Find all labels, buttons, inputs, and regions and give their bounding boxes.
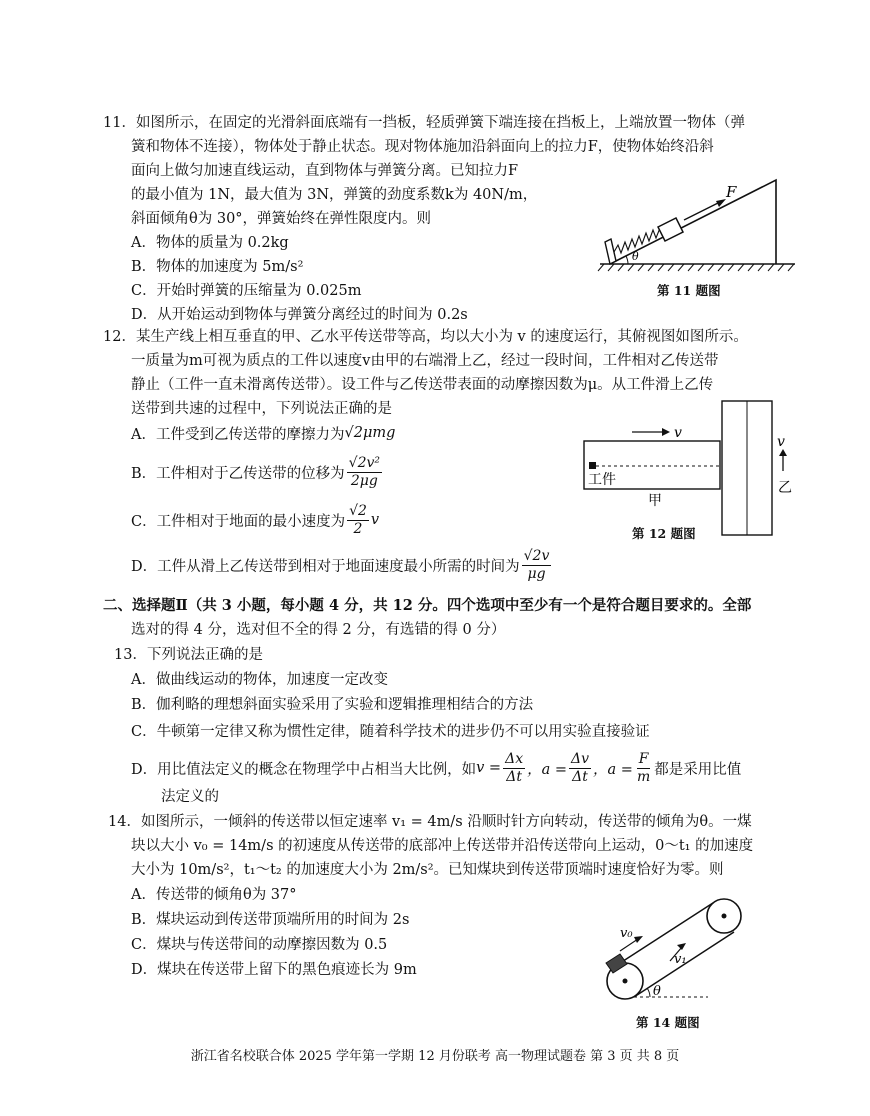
q13-option-d-fraction-2: [569, 751, 591, 786]
q12-option-a-expr: √2μmg: [344, 425, 396, 441]
q12-line-2: 一质量为m可视为质点的工件以速度v由甲的右端滑上乙，经过一段时间，工件相对乙传送带: [131, 353, 719, 369]
q12-line-3: 静止（工件一直未滑离传送带）。设工件与乙传送带表面的动摩擦因数为μ。从工件滑上乙传: [131, 377, 714, 393]
q13-option-d-line-2: 法定义的: [161, 789, 219, 805]
q12-option-c-numerator: √2: [349, 502, 367, 519]
q13-option-d-fraction-3-den: m: [636, 768, 651, 785]
q14-option-a: A．传送带的倾角θ为 37°: [131, 887, 297, 903]
q12-line-1: 12．某生产线上相互垂直的甲、乙水平传送带等高，均以大小为 v 的速度运行，其俯视图如图所示。: [103, 329, 748, 345]
q14-figure-caption: 第 14 题图: [636, 1015, 700, 1030]
q13-option-c: C．牛顿第一定律又称为惯性定律，随着科学技术的进步仍不可以用实验直接验证: [131, 724, 650, 740]
q12-option-d-text: D．工件从滑上乙传送带到相对于地面速度最小所需的时间为: [131, 558, 520, 575]
q12-option-a: [131, 422, 395, 444]
q13-option-d-a-eq-1: ，a =: [527, 761, 567, 778]
q14-line-1: 14．如图所示，一倾斜的传送带以恒定速率 v₁ = 4m/s 沿顺时针方向转动，传送带的倾角为θ。一煤: [108, 814, 752, 830]
page-footer: 浙江省名校联合体 2025 学年第一学期 12 月份联考 高一物理试题卷 第 3 页 共 8 页: [190, 1049, 680, 1064]
q12-figure-belt-yi-label: 乙: [778, 480, 792, 496]
q12-line-4: 送带到共速的过程中，下列说法正确的是: [131, 401, 392, 417]
q13-option-b: B．伽利略的理想斜面实验采用了实验和逻辑推理相结合的方法: [131, 697, 534, 713]
q11-option-a: A．物体的质量为 0.2kg: [131, 235, 289, 251]
q14-figure: [598, 895, 748, 1007]
q14-option-d: D．煤块在传送带上留下的黑色痕迹长为 9m: [131, 962, 417, 978]
q12-option-a-text: A．工件受到乙传送带的摩擦力为: [131, 426, 345, 443]
q13-option-d-a-eq-2: ，a =: [593, 761, 633, 778]
q12-figure-belt-yi-velocity: v: [777, 434, 785, 450]
q12-option-c-tail: v: [370, 512, 380, 528]
q11-line-4: 的最小值为 1N，最大值为 3N，弹簧的劲度系数k为 40N/m，: [131, 187, 538, 203]
q14-line-2: 块以大小 v₀ = 14m/s 的初速度从传送带的底部冲上传送带并沿传送带向上运动，0～t₁ 的加速度: [131, 838, 754, 854]
q12-option-d-fraction: [522, 548, 552, 583]
q13-option-d-fraction-2-den: Δt: [572, 768, 588, 785]
q12-option-d-numerator: √2v: [523, 547, 550, 564]
q13-option-d-fraction-1: [503, 751, 525, 786]
section-2-heading-line-2: 选对的得 4 分，选对但不全的得 2 分，有选错的得 0 分）: [131, 622, 506, 638]
q11-figure-force-label: F: [726, 183, 737, 201]
q12-option-b: [131, 452, 384, 492]
q12-option-c-text: C．工件相对于地面的最小速度为: [131, 513, 346, 530]
q11-option-d: D．从开始运动到物体与弹簧分离经过的时间为 0.2s: [131, 307, 468, 323]
q13-option-d-fraction-1-den: Δt: [506, 768, 522, 785]
q14-figure-v1-label: v₁: [674, 952, 687, 967]
q13-option-d-tail: 都是采用比值: [654, 761, 742, 778]
q11-line-5: 斜面倾角θ为 30°，弹簧始终在弹性限度内。则: [131, 211, 432, 227]
q12-option-b-fraction: [347, 455, 382, 490]
q11-line-3: 面向上做匀加速直线运动，直到物体与弹簧分离。已知拉力F: [131, 163, 519, 179]
q11-option-c: C．开始时弹簧的压缩量为 0.025m: [131, 283, 362, 299]
q13-option-d-v-eq: v =: [476, 760, 502, 776]
q12-option-b-numerator: √2v²: [348, 454, 381, 471]
q11-figure: [590, 172, 810, 277]
q12-option-c: [131, 500, 379, 540]
q12-option-d: [131, 545, 553, 585]
q13-option-d-fraction-1-num: Δx: [505, 750, 524, 767]
q13-option-a: A．做曲线运动的物体，加速度一定改变: [131, 672, 388, 688]
q12-option-b-denominator: 2μg: [350, 472, 378, 489]
q13-option-d-fraction-3-num: F: [638, 750, 649, 767]
q11-figure-angle-label: θ: [632, 250, 639, 263]
q12-figure: [580, 395, 810, 540]
q12-option-d-denominator: μg: [527, 565, 546, 582]
q13-option-d-fraction-3: [635, 751, 652, 786]
q12-figure-caption: 第 12 题图: [632, 526, 696, 541]
q14-line-3: 大小为 10m/s²，t₁～t₂ 的加速度大小为 2m/s²。已知煤块到传送带顶端时速度恰好为零。则: [131, 862, 724, 878]
q11-line-1: 11．如图所示，在固定的光滑斜面底端有一挡板，轻质弹簧下端连接在挡板上，上端放置一物体（弹: [103, 115, 745, 131]
q14-figure-angle-label: θ: [653, 984, 661, 999]
q12-option-b-text: B．工件相对于乙传送带的位移为: [131, 465, 345, 482]
q11-option-b: B．物体的加速度为 5m/s²: [131, 259, 304, 275]
q13-option-d-text: D．用比值法定义的概念在物理学中占相当大比例，如: [131, 761, 477, 778]
section-2-heading: 二、选择题Ⅱ（共 3 小题，每小题 4 分，共 12 分。四个选项中至少有一个是符合题目要求的。全部: [103, 597, 752, 614]
q12-option-c-fraction: [347, 503, 369, 538]
q11-figure-caption: 第 11 题图: [657, 283, 721, 298]
q14-figure-v0-label: v₀: [620, 926, 633, 941]
q13-stem: 13．下列说法正确的是: [114, 647, 263, 663]
q13-option-d: [131, 748, 741, 788]
q13-option-d-fraction-2-num: Δv: [571, 750, 590, 767]
q12-option-c-denominator: 2: [353, 520, 363, 537]
q12-figure-workpiece-label: 工件: [588, 472, 616, 488]
q12-figure-belt-jia-label: 甲: [648, 493, 662, 509]
q14-option-b: B．煤块运动到传送带顶端所用的时间为 2s: [131, 912, 410, 928]
q14-option-c: C．煤块与传送带间的动摩擦因数为 0.5: [131, 937, 388, 953]
q11-line-2: 簧和物体不连接），物体处于静止状态。现对物体施加沿斜面向上的拉力F，使物体始终沿斜: [131, 139, 714, 155]
q12-figure-belt-jia-velocity: v: [674, 425, 682, 441]
